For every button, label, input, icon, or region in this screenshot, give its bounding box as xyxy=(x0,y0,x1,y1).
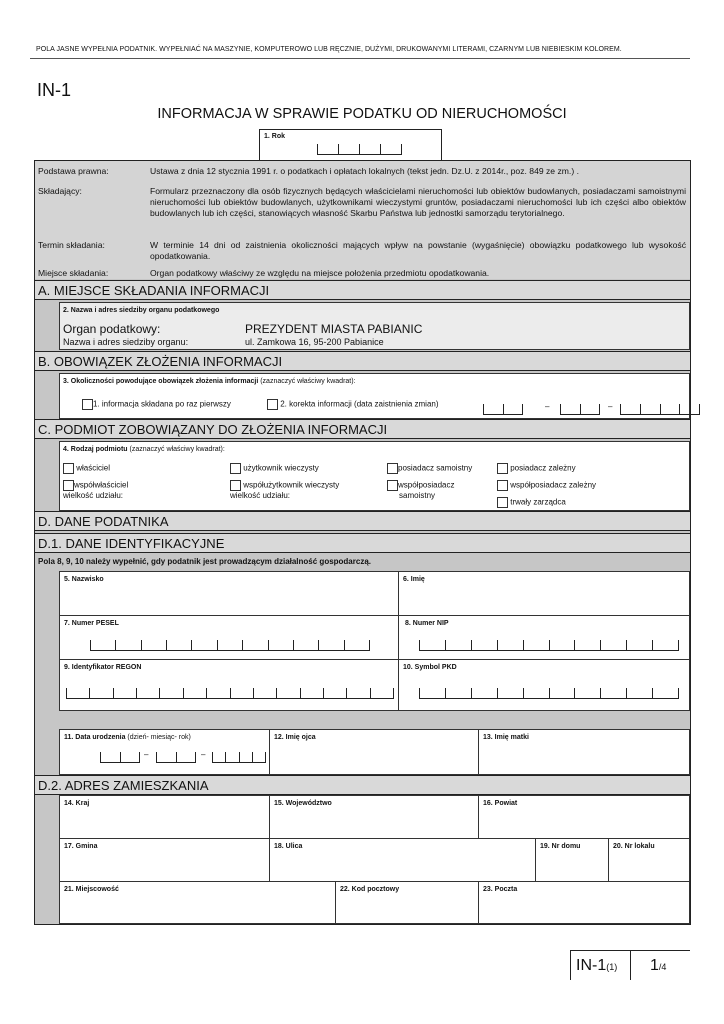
mother-name-field[interactable]: 13. Imię matki xyxy=(478,729,690,775)
page-title: INFORMACJA W SPRAWIE PODATKU OD NIERUCHOMOŚCI xyxy=(157,106,567,122)
pesel-field[interactable]: 7. Numer PESEL xyxy=(59,615,399,660)
voivodeship-field[interactable]: 15. Województwo xyxy=(269,795,479,839)
option-first-time[interactable]: 1. informacja składana po raz pierwszy xyxy=(82,399,231,410)
country-field[interactable]: 14. Kraj xyxy=(59,795,270,839)
section-b-header: B. OBOWIĄZEK ZŁOŻENIA INFORMACJI xyxy=(35,351,690,371)
city-field[interactable]: 21. Miejscowość xyxy=(59,881,336,924)
organ-field: 2. Nazwa i adres siedziby organu podatkowego Organ podatkowy: Nazwa i adres siedziby organu: PREZYDENT MIASTA PABIANIC ul. Zamkowa 16, 95-200 Pabianice xyxy=(59,302,690,350)
checkbox[interactable] xyxy=(267,399,278,410)
option-permanent-manager[interactable]: trwały zarządca xyxy=(497,497,566,508)
basis-table: Podstawa prawna: Ustawa z dnia 12 stycznia 1991 r. o podatkach i opłatach lokalnych (tekst jedn. Dz.U. z 2014r., poz. 849 ze zm.) . Składający: Formularz przeznaczony dla osób fizycznych będących właścicielami nieruchomości lub obiektów budowlanych, posiadaczami samoistnymi nieruchomości lub obiektów budowlanych, użytkownikami wieczystymi gruntów, posiadaczami nieruchomości lub ich części albo obiektów budowlanych lub ich części, stanowiących własność Skarbu Państwa lub jednostki samorządu terytorialnego. Termin składania: W terminie 14 dni od zaistnienia okoliczności mających wpływ na powstanie (wygaśnięcie) obowiązku podatkowego lub wysokość opodatkowania. Miejsce składania: Organ podatkowy właściwy ze względu na miejsce położenia przedmiotu opodatkowania. xyxy=(38,166,686,278)
postal-code-field[interactable]: 22. Kod pocztowy xyxy=(335,881,479,924)
option-co-owner[interactable]: współwłaściciel wielkość udziału: xyxy=(63,480,129,500)
organ-name: PREZYDENT MIASTA PABIANIC xyxy=(245,322,423,336)
regon-field[interactable]: 9. Identyfikator REGON xyxy=(59,659,399,711)
option-co-holder[interactable]: współposiadacz samoistny xyxy=(387,480,454,500)
option-dependent-holder[interactable]: posiadacz zależny xyxy=(497,463,576,474)
basis-block xyxy=(35,161,690,279)
footer-divider xyxy=(630,950,631,980)
apartment-number-field[interactable]: 20. Nr lokalu xyxy=(608,838,690,882)
top-instruction-note: POLA JASNE WYPEŁNIA PODATNIK. WYPEŁNIAĆ NA MASZYNIE, KOMPUTEROWO LUB RĘCZNIE, DUŻYMI, DRUKOWANYMI LITERAMI, CZARNYM LUB NIEBIESKIM KOLOREM. xyxy=(36,46,622,53)
post-office-field[interactable]: 23. Poczta xyxy=(478,881,690,924)
option-co-user[interactable]: współużytkownik wieczysty wielkość udziału: xyxy=(230,480,340,500)
page-number: 1/4 xyxy=(650,957,667,974)
option-owner[interactable]: właściciel xyxy=(63,463,110,474)
footer-divider xyxy=(570,950,690,951)
county-field[interactable]: 16. Powiat xyxy=(478,795,690,839)
form-id: IN-1 xyxy=(37,80,72,100)
organ-address: ul. Zamkowa 16, 95-200 Pabianice xyxy=(245,337,384,347)
d1-note: Pola 8, 9, 10 należy wypełnić, gdy podatnik jest prowadzącym działalność gospodarczą. xyxy=(38,557,371,566)
first-name-field[interactable]: 6. Imię xyxy=(398,571,690,616)
obligation-field: 3. Okoliczności powodujące obowiązek złożenia informacji (zaznaczyć właściwy kwadrat): 1. informacja składana po raz pierwszy 2. korekta informacji (data zaistnienia zmian) – – xyxy=(59,373,690,419)
option-co-dependent-holder[interactable]: współposiadacz zależny xyxy=(497,480,596,491)
checkbox[interactable] xyxy=(82,399,93,410)
option-perpetual-user[interactable]: użytkownik wieczysty xyxy=(230,463,319,474)
section-d-header: D. DANE PODATNIKA xyxy=(35,511,690,531)
pkd-field[interactable]: 10. Symbol PKD xyxy=(398,659,690,711)
correction-year[interactable] xyxy=(620,404,700,415)
nip-field[interactable]: 8. Numer NIP xyxy=(398,615,690,660)
birth-date-field[interactable]: 11. Data urodzenia (dzień- miesiąc- rok) – – xyxy=(59,729,270,775)
house-number-field[interactable]: 19. Nr domu xyxy=(535,838,609,882)
section-d1-header: D.1. DANE IDENTYFIKACYJNE xyxy=(35,533,690,553)
section-a-header: A. MIEJSCE SKŁADANIA INFORMACJI xyxy=(35,280,690,300)
section-d2-header: D.2. ADRES ZAMIESZKANIA xyxy=(35,775,690,795)
correction-day[interactable] xyxy=(483,404,523,415)
section-c-header: C. PODMIOT ZOBOWIĄZANY DO ZŁOŻENIA INFORMACJI xyxy=(35,419,690,439)
footer-form-code: IN-1(1) xyxy=(576,957,618,974)
year-comb[interactable] xyxy=(317,144,402,155)
father-name-field[interactable]: 12. Imię ojca xyxy=(269,729,479,775)
option-correction[interactable]: 2. korekta informacji (data zaistnienia zmian) xyxy=(267,399,439,410)
year-label: 1. Rok xyxy=(264,133,286,140)
correction-month[interactable] xyxy=(560,404,600,415)
year-field[interactable] xyxy=(259,129,442,161)
form-body xyxy=(34,160,691,925)
option-independent-holder[interactable]: posiadacz samoistny xyxy=(387,463,472,474)
municipality-field[interactable]: 17. Gmina xyxy=(59,838,270,882)
street-field[interactable]: 18. Ulica xyxy=(269,838,536,882)
surname-field[interactable]: 5. Nazwisko xyxy=(59,571,399,616)
divider xyxy=(30,58,690,59)
subject-type-field: 4. Rodzaj podmiotu (zaznaczyć właściwy kwadrat): właściciel użytkownik wieczysty posiadacz samoistny posiadacz zależny współwłaściciel wielkość udziału: współużytkownik wieczysty wielkość udziału: współposiadacz samoistny współposiadacz zależny trwały zarządca xyxy=(59,441,690,511)
footer-divider xyxy=(570,950,571,980)
